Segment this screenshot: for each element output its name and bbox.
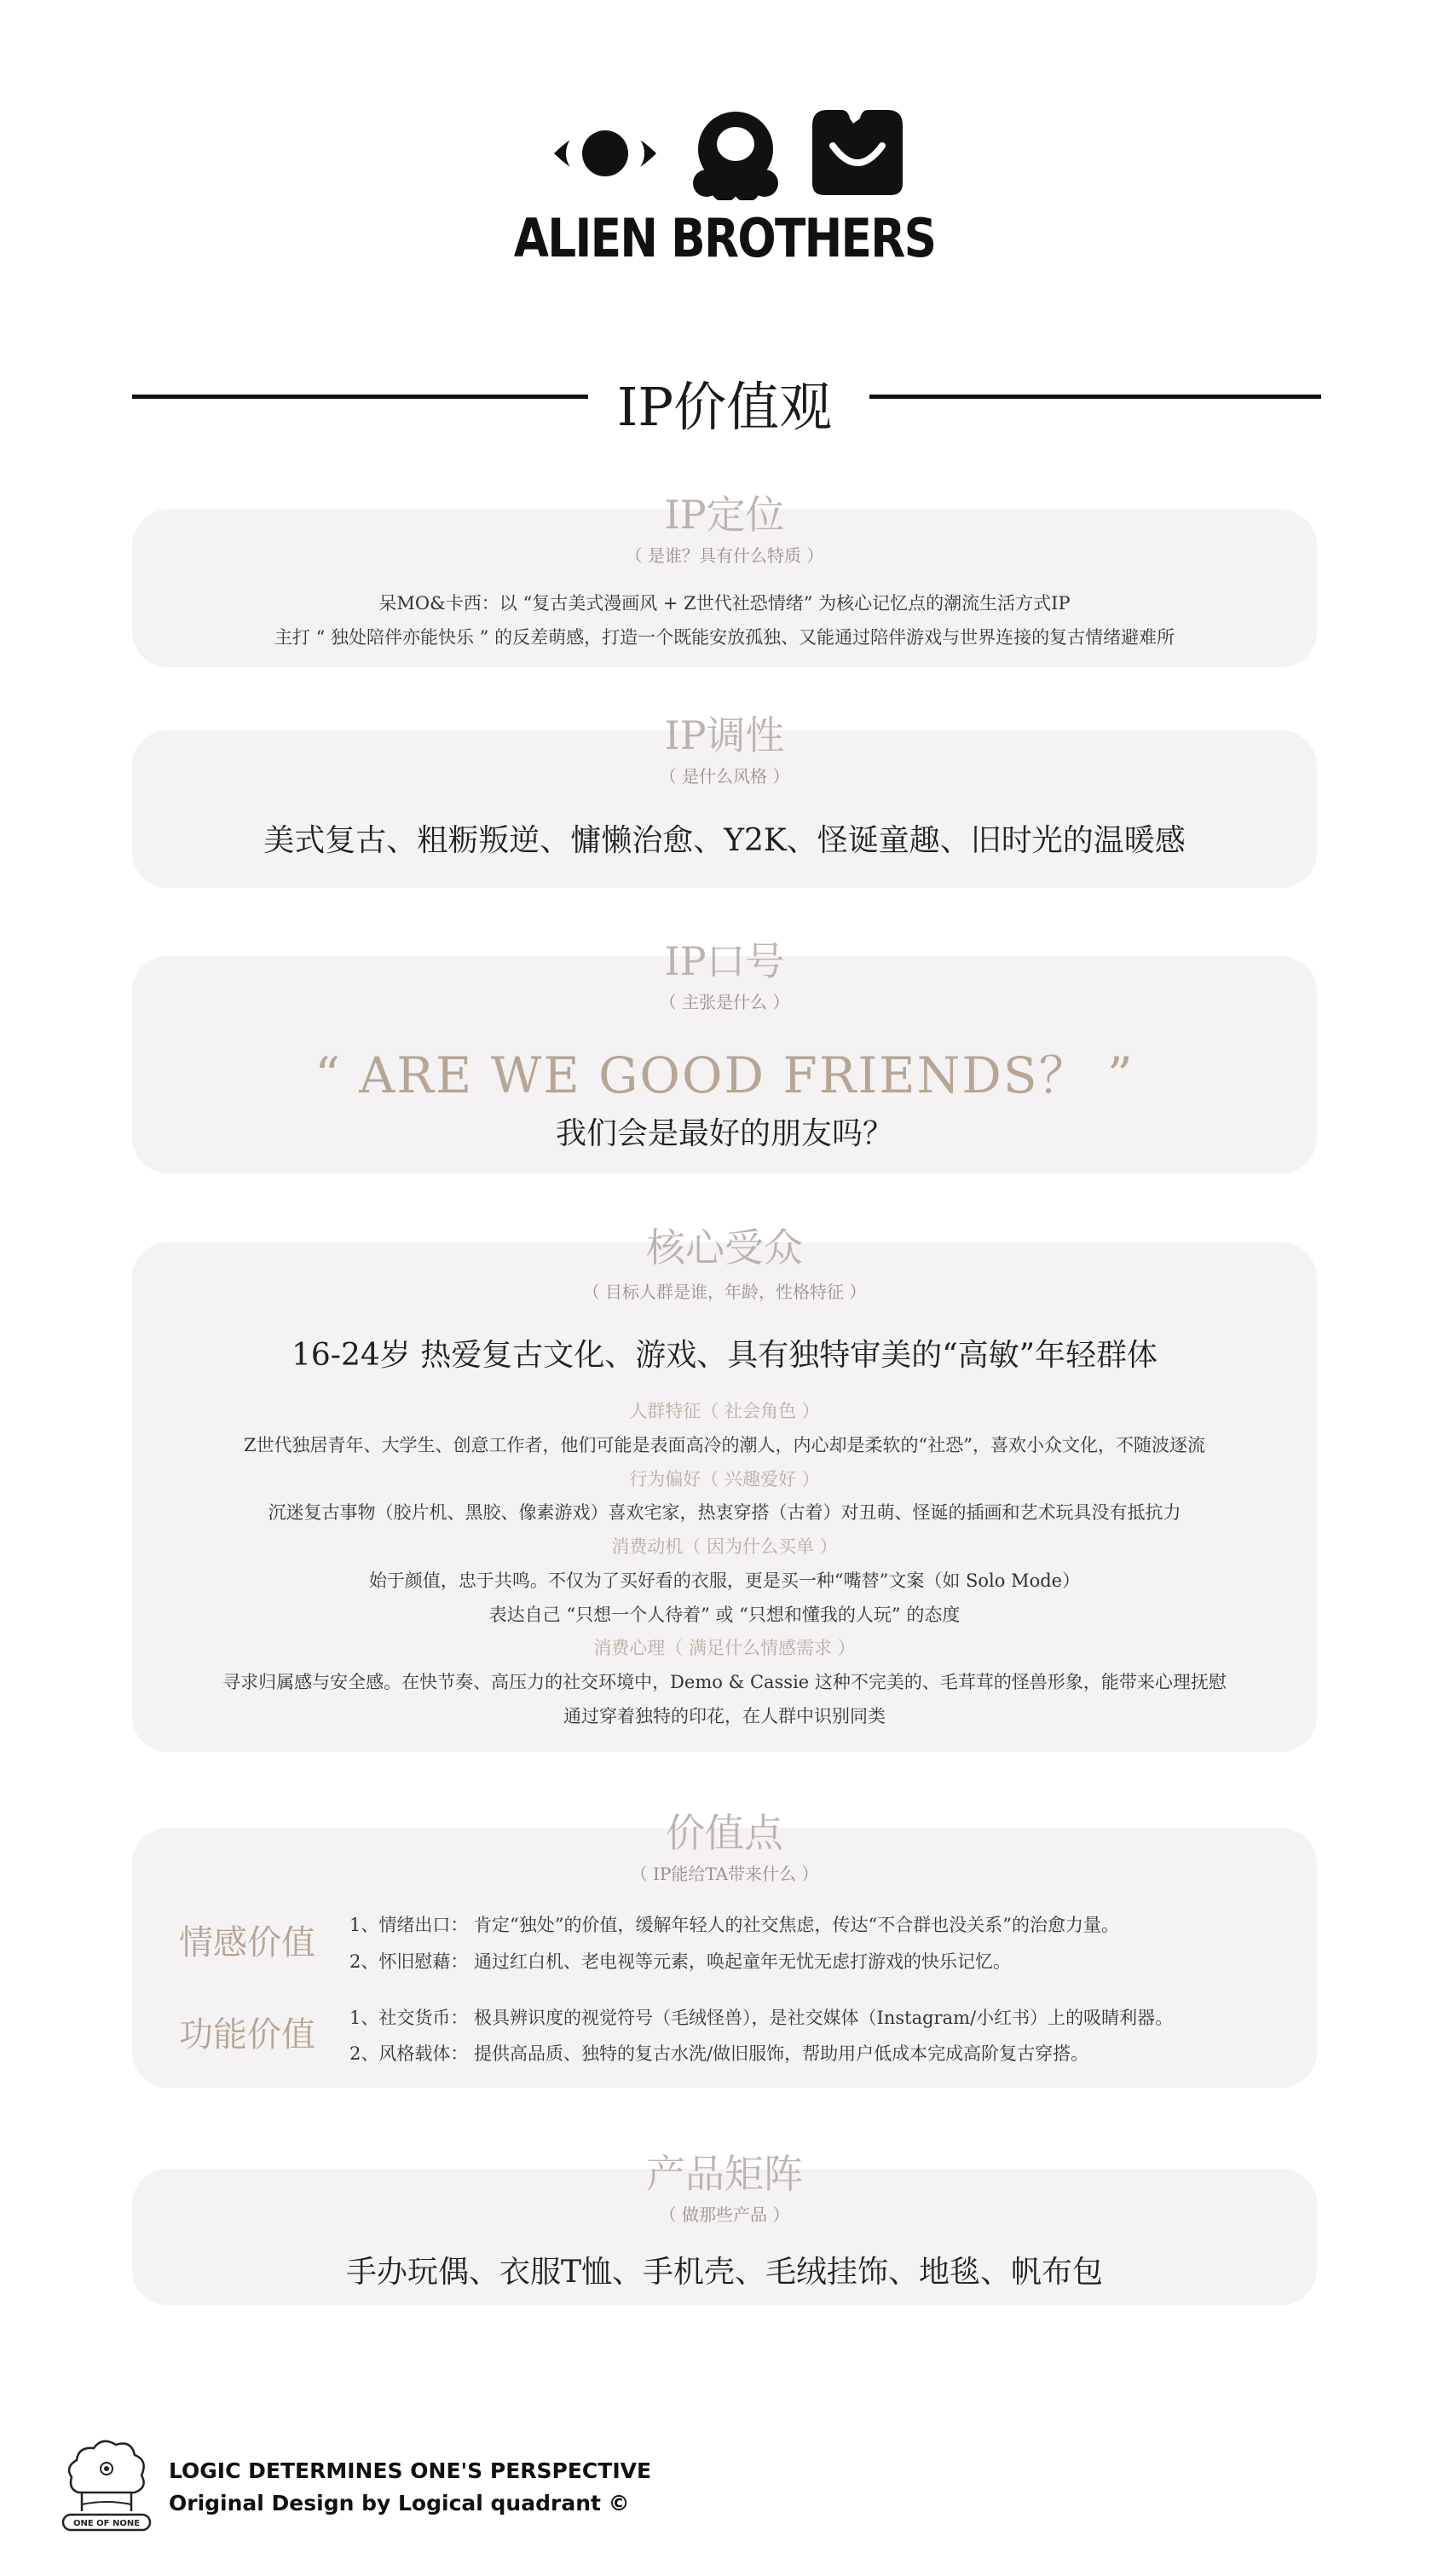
emotional-value-label: 情感价值 <box>179 1923 315 1962</box>
tone-text: 美式复古、粗粝叛逆、慵懒治愈、Y2K、怪诞童趣、旧时光的温暖感 <box>263 823 1186 858</box>
audience-headline: 16-24岁 热爱复古文化、游戏、具有独特审美的“高敏”年轻群体 <box>291 1338 1158 1373</box>
one-of-none-logo <box>60 2433 153 2535</box>
functional-value-label: 功能价值 <box>179 2015 315 2054</box>
value-points-title: 价值点 <box>666 1810 783 1856</box>
audience-section-line: 寻求归属感与安全感。在快节奏、高压力的社交环境中，Demo & Cassie 这种不完美的、毛茸茸的怪兽形象，能带来心理抚慰 <box>222 1672 1227 1692</box>
smile-box-icon <box>812 110 903 195</box>
audience-section-label: 消费心理（ 满足什么情感需求 ） <box>593 1638 856 1658</box>
slogan-chinese: 我们会是最好的朋友吗？ <box>555 1116 893 1151</box>
tone-subtitle: （ 是什么风格 ） <box>659 766 790 787</box>
audience-section-label: 人群特征（ 社会角色 ） <box>629 1401 820 1421</box>
slogan-title: IP口号 <box>664 938 785 984</box>
emotional-value-item: 1、情绪出口： 肯定“独处”的价值，缓解年轻人的社交焦虑，传达“不合群也没关系”的治愈力量。 <box>349 1915 1119 1935</box>
footer-tagline: LOGIC DETERMINES ONE'S PERSPECTIVE <box>169 2458 652 2483</box>
audience-title: 核心受众 <box>646 1225 803 1271</box>
audience-section-line: 通过穿着独特的印花，在人群中识别同类 <box>563 1706 886 1726</box>
cloud-creature-icon <box>69 2441 144 2511</box>
positioning-line-2: 主打 “ 独处陪伴亦能快乐 ” 的反差萌感，打造一个既能安放孤独、又能通过陪伴游戏与世界连接的复古情绪避难所 <box>274 627 1175 648</box>
products-title: 产品矩阵 <box>646 2151 803 2197</box>
monster-face-icon <box>693 112 778 200</box>
value-points-subtitle: （ IP能给TA带来什么 ） <box>630 1864 819 1884</box>
eye-icon <box>554 123 656 184</box>
products-text: 手办玩偶、衣服T恤、手机壳、毛绒挂饰、地毯、帆布包 <box>345 2255 1103 2290</box>
footer-credit: Original Design by Logical quadrant © <box>169 2491 630 2515</box>
brand-name: ALIEN BROTHERS <box>513 207 936 269</box>
emotional-value-item: 2、怀旧慰藉： 通过红白机、老电视等元素，唤起童年无忧无虑打游戏的快乐记忆。 <box>349 1951 1012 1972</box>
audience-section-line: 始于颜值，忠于共鸣。不仅为了买好看的衣服，更是买一种“嘴替”文案（如 Solo Mode） <box>368 1570 1081 1591</box>
slogan-subtitle: （ 主张是什么 ） <box>659 992 790 1012</box>
page-title: IP价值观 <box>616 376 833 438</box>
positioning-title: IP定位 <box>664 492 785 538</box>
audience-section-label: 行为偏好（ 兴趣爱好 ） <box>629 1469 820 1490</box>
audience-section-label: 消费动机（ 因为什么买单 ） <box>611 1536 838 1557</box>
slogan-english: “ ARE WE GOOD FRIENDS？ ” <box>315 1046 1134 1104</box>
audience-section-line: Z世代独居青年、大学生、创意工作者，他们可能是表面高冷的潮人，内心却是柔软的“社恐”，喜欢小众文化，不随波逐流 <box>243 1435 1206 1455</box>
products-subtitle: （ 做那些产品 ） <box>659 2204 790 2225</box>
audience-subtitle: （ 目标人群是谁，年龄，性格特征 ） <box>582 1282 867 1302</box>
positioning-line-1: 呆MO&卡西：以 “复古美式漫画风 + Z世代社恐情绪” 为核心记忆点的潮流生活方式IP <box>378 593 1071 614</box>
functional-value-item: 1、社交货币： 极具辨识度的视觉符号（毛绒怪兽），是社交媒体（Instagram/小红书）上的吸睛利器。 <box>349 2008 1174 2028</box>
one-of-none-logo-text: ONE OF NONE <box>72 2519 141 2528</box>
brand-logo-icons <box>550 107 908 200</box>
audience-section-line: 表达自己 “只想一个人待着” 或 “只想和懂我的人玩” 的态度 <box>488 1605 961 1625</box>
positioning-subtitle: （ 是谁？具有什么特质 ） <box>625 545 824 566</box>
functional-value-item: 2、风格载体： 提供高品质、独特的复古水洗/做旧服饰，帮助用户低成本完成高阶复古穿搭。 <box>349 2043 1089 2064</box>
audience-section-line: 沉迷复古事物（胶片机、黑胶、像素游戏）喜欢宅家，热衷穿搭（古着）对丑萌、怪诞的插画和艺术玩具没有抵抗力 <box>268 1502 1181 1523</box>
tone-title: IP调性 <box>664 712 785 758</box>
